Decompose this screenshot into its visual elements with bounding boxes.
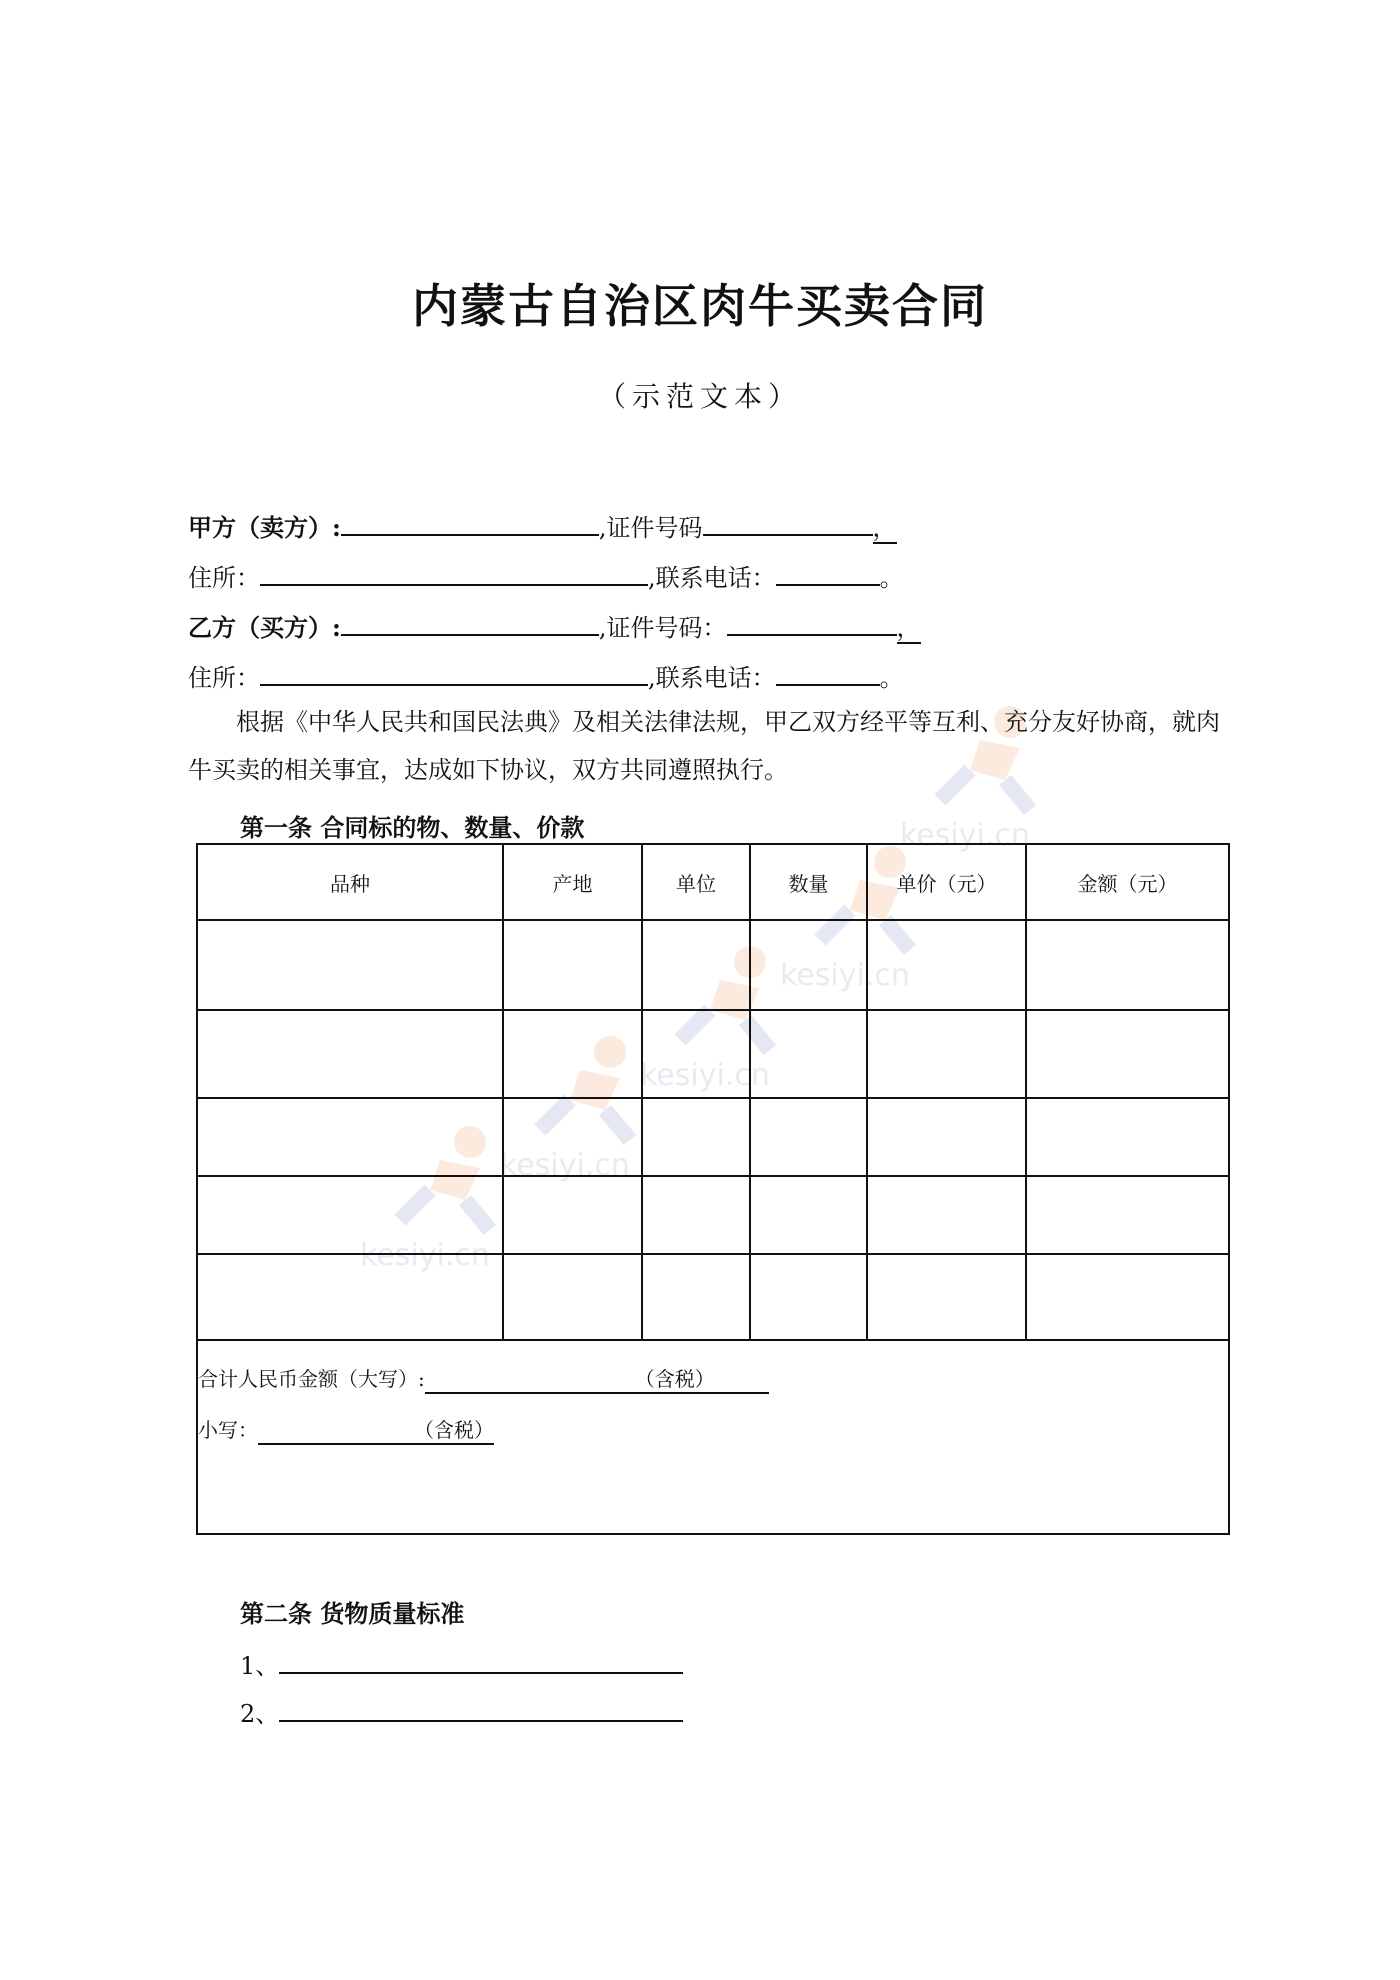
table-cell[interactable]: [503, 1010, 642, 1098]
table-cell[interactable]: [1026, 1098, 1229, 1176]
table-cell[interactable]: [503, 1176, 642, 1254]
seller-phone-label: ,联系电话：: [648, 564, 776, 592]
table-cell[interactable]: [1026, 1254, 1229, 1340]
seller-phone-end: 。: [879, 564, 904, 592]
seller-phone-field[interactable]: [776, 560, 880, 586]
page-subtitle: （示范文本）: [597, 380, 802, 413]
table-cell[interactable]: [197, 920, 503, 1010]
quality-item-1: [240, 1646, 683, 1681]
table-cell[interactable]: [642, 920, 750, 1010]
tax-note-small: （含税）: [414, 1418, 494, 1442]
table-cell[interactable]: [503, 1098, 642, 1176]
table-cell[interactable]: [867, 1010, 1026, 1098]
buyer-name-field[interactable]: [341, 610, 599, 636]
article-2-heading: 第二条 货物质量标准: [240, 1599, 465, 1628]
col-variety: 品种: [197, 844, 503, 920]
quality-item-1-number: 1、: [240, 1652, 280, 1680]
preamble-paragraph: 根据《中华人民共和国民法典》及相关法律法规，甲乙双方经平等互利、充分友好协商，就肉牛买卖的相关事宜，达成如下协议，双方共同遵照执行。: [188, 708, 1220, 784]
buyer-address-line: [188, 658, 904, 693]
total-uppercase-label: 合计人民币金额（大写）:: [198, 1367, 425, 1391]
buyer-address-field[interactable]: [260, 660, 648, 686]
table-cell[interactable]: [197, 1098, 503, 1176]
table-row: [197, 1254, 1229, 1340]
table-cell[interactable]: [867, 1098, 1026, 1176]
total-lowercase-field[interactable]: [258, 1414, 494, 1445]
watermark: kesiyi.cn: [360, 1120, 530, 1280]
buyer-id-field[interactable]: [727, 610, 897, 636]
article-1-heading: 第一条 合同标的物、数量、价款: [240, 813, 585, 842]
table-row: [197, 920, 1229, 1010]
buyer-id-label: ,证件号码：: [598, 614, 727, 642]
watermark: kesiyi.cn: [900, 700, 1070, 860]
col-origin: 产地: [503, 844, 642, 920]
quality-item-2-number: 2、: [240, 1700, 280, 1728]
col-quantity: 数量: [750, 844, 867, 920]
table-cell[interactable]: [867, 1176, 1026, 1254]
seller-address-line: [188, 558, 904, 593]
buyer-line: [188, 608, 921, 643]
table-cell[interactable]: [1026, 1010, 1229, 1098]
table-cell[interactable]: [867, 920, 1026, 1010]
page-title: 内蒙古自治区肉牛买卖合同: [412, 279, 988, 333]
buyer-phone-end: 。: [879, 664, 904, 692]
watermark: kesiyi.cn: [640, 940, 810, 1100]
total-cell: [197, 1340, 1229, 1534]
table-cell[interactable]: [642, 1098, 750, 1176]
watermark: kesiyi.cn: [500, 1030, 670, 1190]
watermark: kesiyi.cn: [780, 840, 950, 1000]
seller-line: [188, 508, 897, 543]
total-uppercase-line: [198, 1363, 1228, 1394]
total-lowercase-label: 小写：: [198, 1418, 258, 1442]
col-unit-price: 单价（元）: [867, 844, 1026, 920]
seller-label: 甲方（卖方）:: [188, 513, 341, 542]
table-cell[interactable]: [642, 1176, 750, 1254]
table-cell[interactable]: [197, 1010, 503, 1098]
table-cell[interactable]: [750, 1010, 867, 1098]
buyer-id-tail: ，: [896, 614, 921, 642]
buyer-label: 乙方（买方）:: [188, 613, 341, 642]
table-row: [197, 1010, 1229, 1098]
seller-id-field[interactable]: [703, 510, 873, 536]
quality-item-2: [240, 1694, 683, 1729]
total-row: [197, 1340, 1229, 1534]
table-row: [197, 1176, 1229, 1254]
buyer-phone-field[interactable]: [776, 660, 880, 686]
table-cell[interactable]: [503, 920, 642, 1010]
buyer-phone-label: ,联系电话：: [648, 664, 776, 692]
seller-name-field[interactable]: [341, 510, 599, 536]
table-cell[interactable]: [867, 1254, 1026, 1340]
quality-item-2-field[interactable]: [279, 1696, 683, 1722]
col-unit: 单位: [642, 844, 750, 920]
table-cell[interactable]: [642, 1254, 750, 1340]
table-cell[interactable]: [197, 1254, 503, 1340]
seller-id-label: ,证件号码: [598, 514, 703, 542]
table-header-row: [197, 844, 1229, 920]
total-uppercase-field[interactable]: [425, 1363, 769, 1394]
table-cell[interactable]: [642, 1010, 750, 1098]
table-cell[interactable]: [1026, 920, 1229, 1010]
seller-id-tail: ，: [872, 514, 897, 542]
buyer-address-label: 住所：: [188, 664, 260, 692]
seller-address-label: 住所：: [188, 564, 260, 592]
goods-table: [196, 843, 1230, 1535]
seller-address-field[interactable]: [260, 560, 648, 586]
col-amount: 金额（元）: [1026, 844, 1229, 920]
table-cell[interactable]: [503, 1254, 642, 1340]
tax-note: （含税）: [634, 1367, 715, 1391]
table-cell[interactable]: [750, 1254, 867, 1340]
table-cell[interactable]: [750, 1098, 867, 1176]
table-cell[interactable]: [750, 1176, 867, 1254]
quality-item-1-field[interactable]: [279, 1648, 683, 1674]
table-cell[interactable]: [750, 920, 867, 1010]
total-lowercase-line: [198, 1414, 1228, 1445]
table-row: [197, 1098, 1229, 1176]
table-cell[interactable]: [1026, 1176, 1229, 1254]
table-cell[interactable]: [197, 1176, 503, 1254]
